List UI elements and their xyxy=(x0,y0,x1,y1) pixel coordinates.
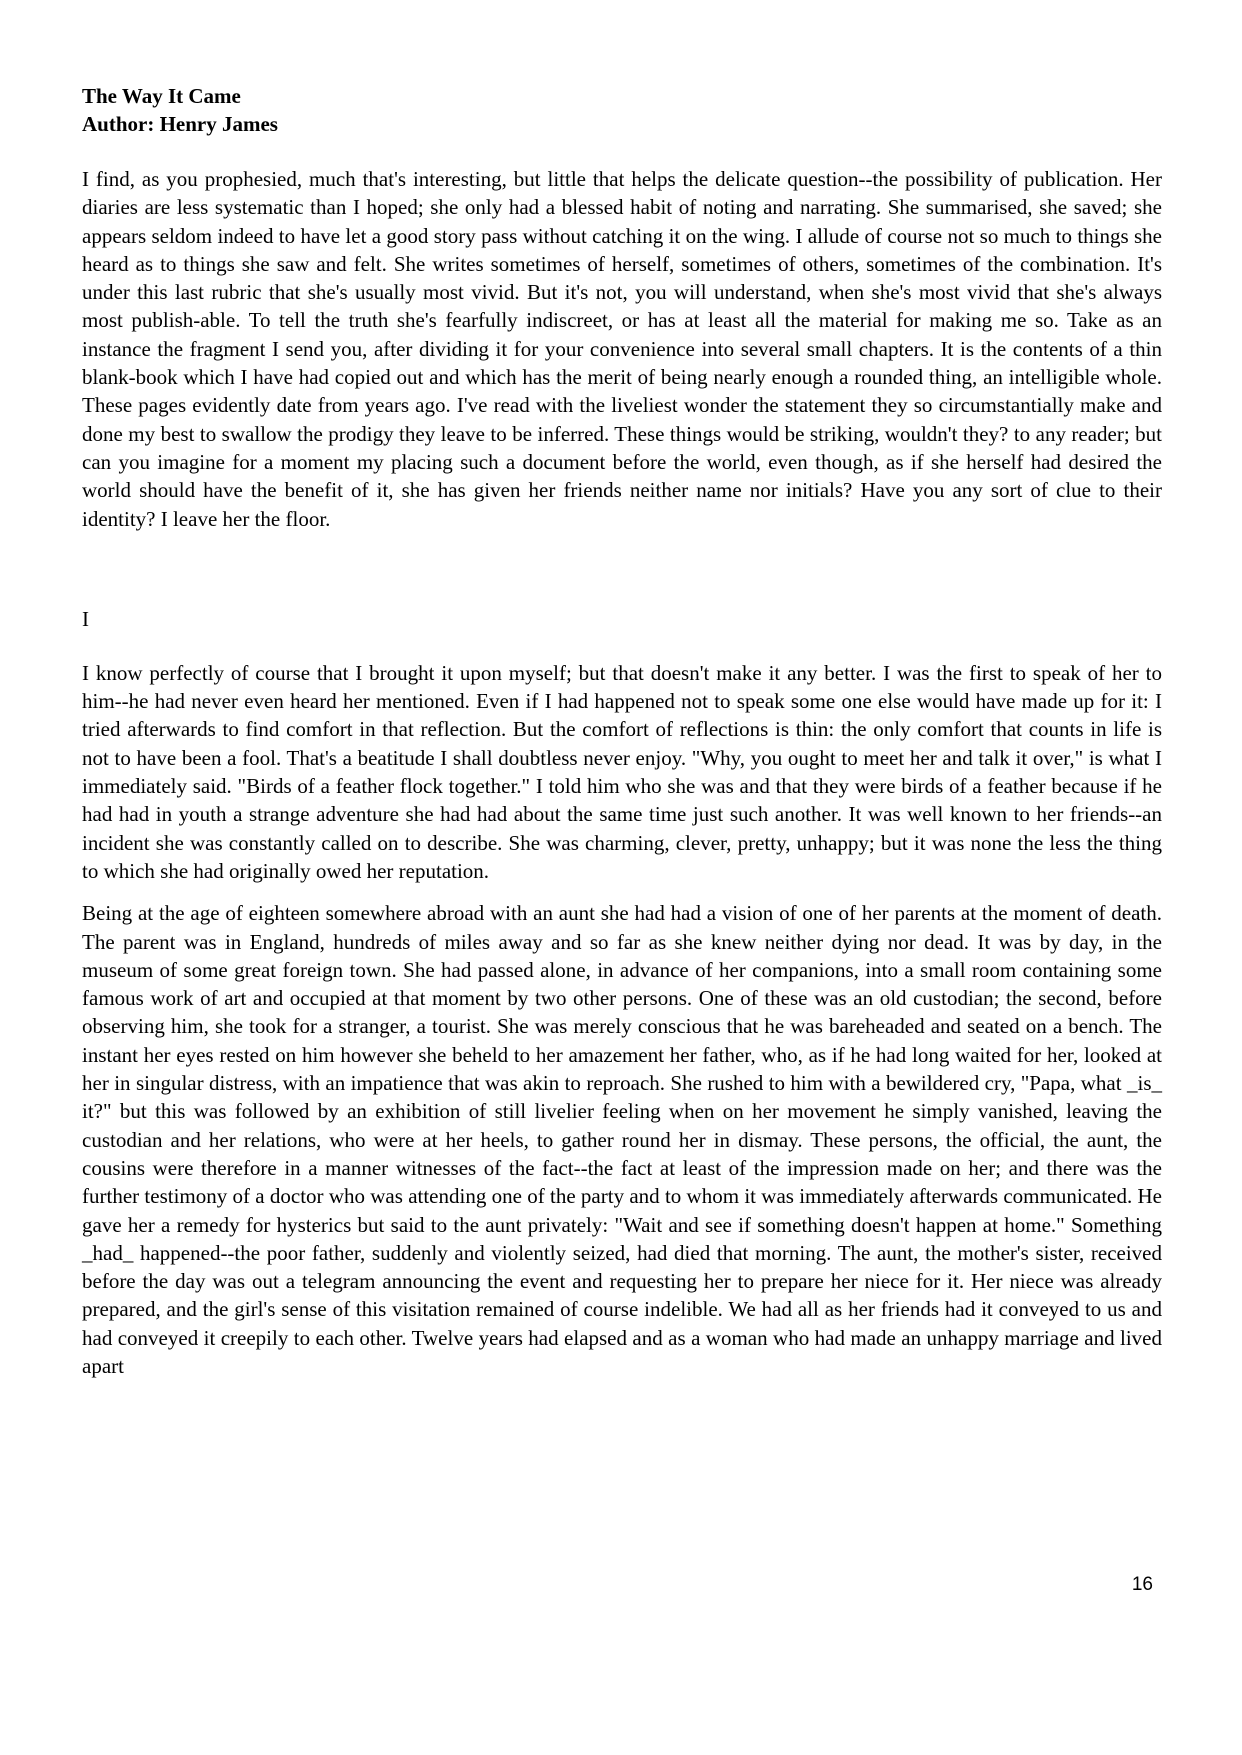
page-number: 16 xyxy=(1131,1574,1153,1595)
chapter-paragraph: Being at the age of eighteen somewhere abroad with an aunt she had had a vision of one of her parents at the moment of death. The parent was in England, hundreds of miles away and so far as she knew neither dying nor dead. It was by day, in the museum of some great foreign town. She had passed alone, in advance of her companions, into a small room containing some famous work of art and occupied at that moment by two other persons. One of these was an old custodian; the second, before observing him, she took for a stranger, a tourist. She was merely conscious that he was bareheaded and seated on a bench. The instant her eyes rested on him however she beheld to her amazement her father, who, as if he had long waited for her, looked at her in singular distress, with an impatience that was akin to reproach. She rushed to him with a bewildered cry, "Papa, what _is_ it?" but this was followed by an exhibition of still livelier feeling when on her movement he simply vanished, leaving the custodian and her relations, who were at her heels, to gather round her in dismay. These persons, the official, the aunt, the cousins were therefore in a manner witnesses of the fact--the fact at least of the impression made on her; and there was the further testimony of a doctor who was attending one of the party and to whom it was immediately afterwards communicated. He gave her a remedy for hysterics but said to the aunt privately: "Wait and see if something doesn't happen at home." Something _had_ happened--the poor father, suddenly and violently seized, had died that morning. The aunt, the mother's sister, received before the day was out a telegram announcing the event and requesting her to prepare her niece for it. Her niece was already prepared, and the girl's sense of this visitation remained of course indelible. We had all as her friends had it conveyed to us and had conveyed it creepily to each other. Twelve years had elapsed and as a woman who had made an unhappy marriage and lived apart xyxy=(82,901,1162,1378)
intro-paragraph: I find, as you prophesied, much that's interesting, but little that helps the delicate question--the possibility of publication. Her diaries are less systematic than I hoped; she only had a blessed habit of noting and narrating. She summarised, she saved; she appears seldom indeed to have let a good story pass without catching it on the wing. I allude of course not so much to things she heard as to things she saw and felt. She writes sometimes of herself, sometimes of others, sometimes of the combination. It's under this last rubric that she's usually most vivid. But it's not, you will understand, when she's most vivid that she's always most publish-able. To tell the truth she's fearfully indiscreet, or has at least all the material for making me so. Take as an instance the fragment I send you, after dividing it for your convenience into several small chapters. It is the contents of a thin blank-book which I have had copied out and which has the merit of being nearly enough a rounded thing, an intelligible whole. These pages evidently date from years ago. I've read with the liveliest wonder the statement they so circumstantially make and done my best to swallow the prodigy they leave to be inferred. These things would be striking, wouldn't they? to any reader; but can you imagine for a moment my placing such a document before the world, even though, as if she herself had desired the world should have the benefit of it, she has given her friends neither name nor initials? Have you any sort of clue to their identity? I leave her the floor. xyxy=(82,167,1162,531)
book-title: The Way It Came xyxy=(82,84,241,108)
book-author: Author: Henry James xyxy=(82,112,278,136)
chapter-heading: I xyxy=(82,606,89,631)
document-page xyxy=(82,82,1162,1380)
chapter-paragraph: I know perfectly of course that I brought it upon myself; but that doesn't make it any better. I was the first to speak of her to him--he had never even heard her mentioned. Even if I had happened not to speak some one else would have made up for it: I tried afterwards to find comfort in that reflection. But the comfort of reflections is thin: the only comfort that counts in life is not to have been a fool. That's a beatitude I shall doubtless never enjoy. "Why, you ought to meet her and talk it over," is what I immediately said. "Birds of a feather flock together." I told him who she was and that they were birds of a feather because if he had had in youth a strange adventure she had had about the same time just such another. It was well known to her friends--an incident she was constantly called on to describe. She was charming, clever, pretty, unhappy; but it was none the less the thing to which she had originally owed her reputation. xyxy=(82,660,1162,883)
title-block xyxy=(82,82,1162,138)
